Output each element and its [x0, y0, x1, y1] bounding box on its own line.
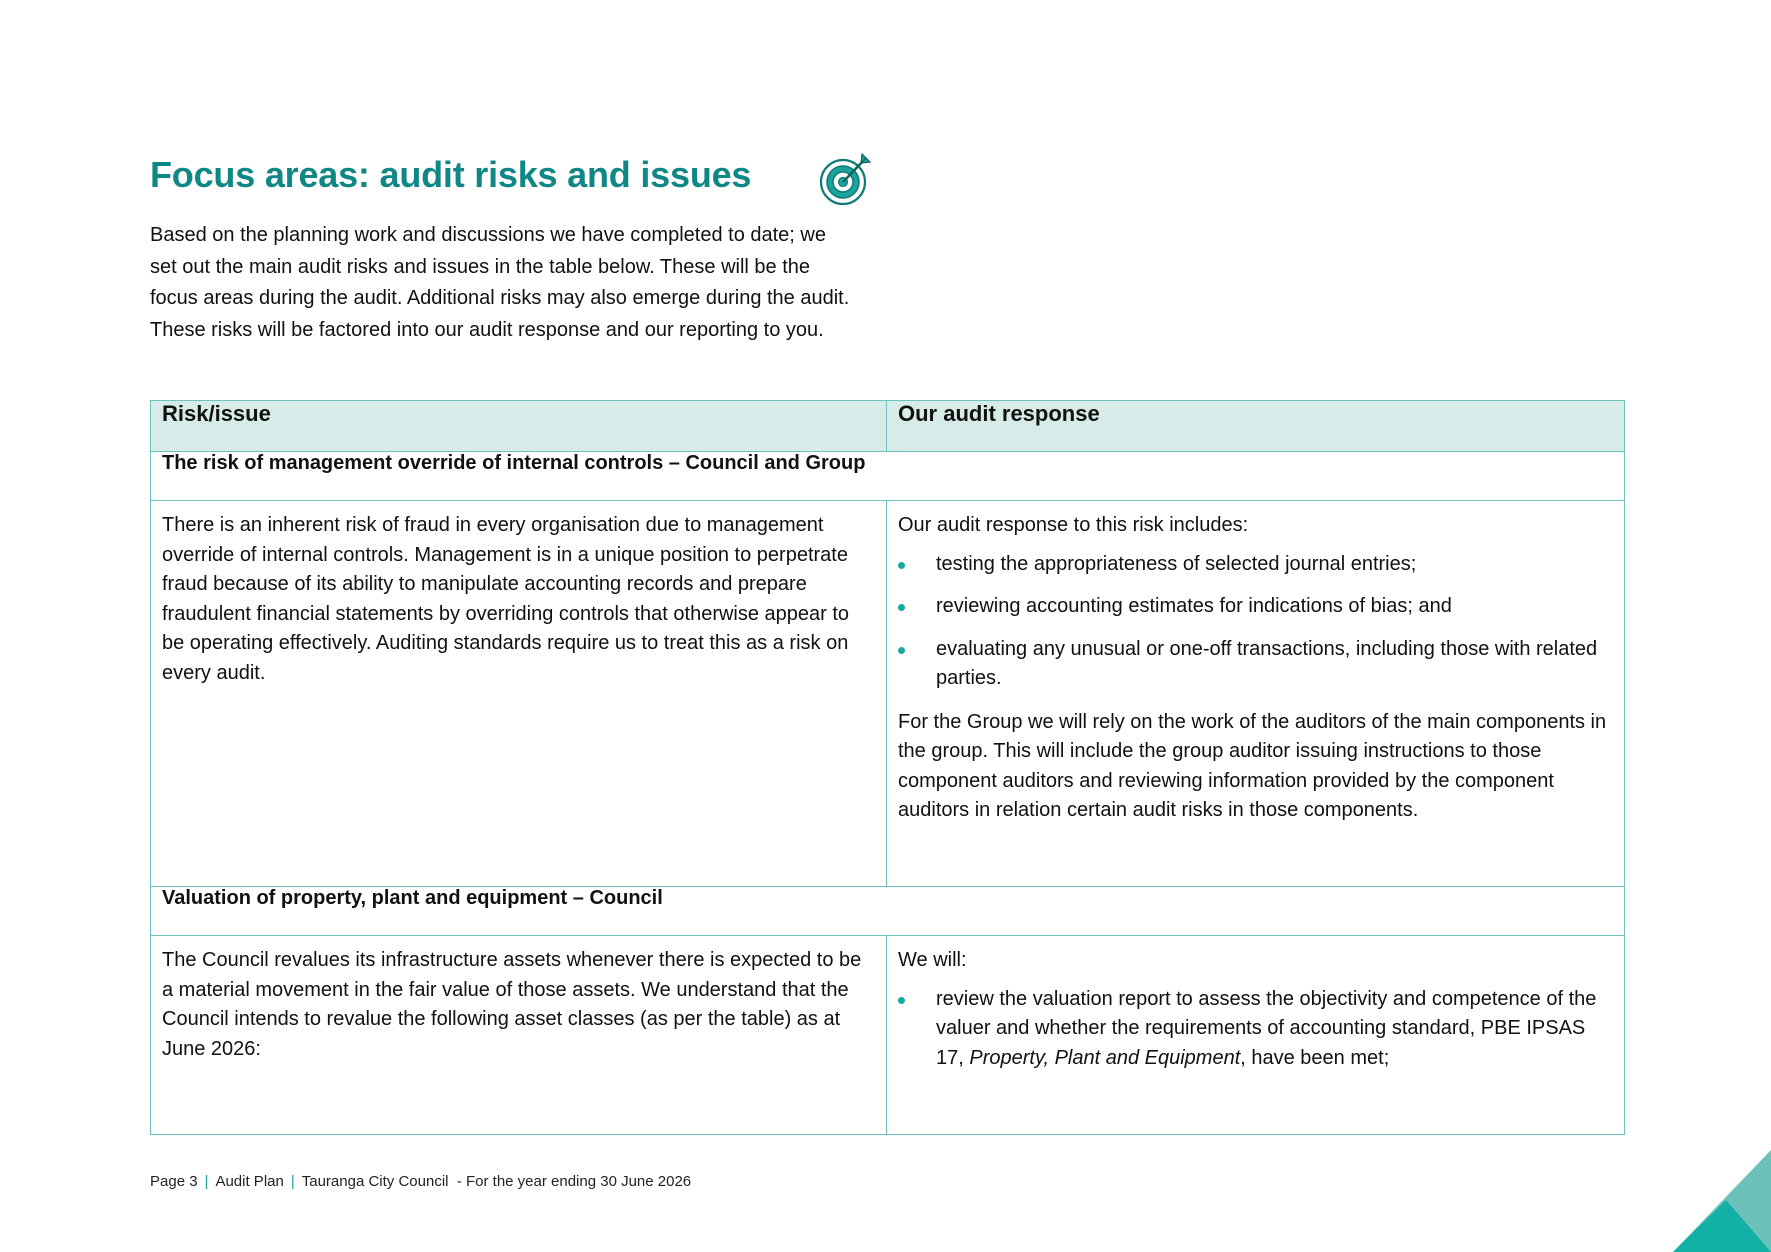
section-title-row: [151, 887, 1625, 936]
risk-text: There is an inherent risk of fraud in every organisation due to management override of internal controls. Management is in a unique position to perpetrate fraud because of its ability to manipulate accounting records and prepare fraudulent financial statements by overriding controls that otherwise appear to be operating effectively. Auditing standards require us to treat this as a risk on every audit.: [162, 514, 850, 684]
section-title-row: [151, 452, 1625, 501]
document-name: Audit Plan: [215, 1173, 284, 1190]
risk-cell: [151, 936, 887, 1135]
bullet-text: review the valuation report to assess the objectivity and competence of the valuer and whether the requirements of accounting standard, PBE IPSAS 17,: [936, 987, 1597, 1069]
bullet-icon: [898, 997, 905, 1004]
list-item: [898, 985, 1613, 1074]
response-bullet-list: [898, 550, 1613, 694]
bullet-icon: [898, 562, 905, 569]
bullet-icon: [898, 604, 905, 611]
standard-name: Property, Plant and Equipment: [969, 1046, 1241, 1069]
organisation-name: Tauranga City Council - For the year ending 30 June 2026: [301, 1173, 692, 1190]
section-title: The risk of management override of internal controls – Council and Group: [151, 452, 1625, 501]
page-title: Focus areas: audit risks and issues: [150, 154, 752, 195]
table-row: [151, 501, 1625, 887]
response-intro: We will:: [898, 949, 967, 971]
title-row: [150, 150, 880, 210]
response-bullet-list: [898, 985, 1613, 1074]
risk-table: [150, 400, 1625, 1135]
target-icon: [815, 150, 875, 208]
list-item: [898, 635, 1613, 694]
list-item: [898, 550, 1613, 580]
response-intro: Our audit response to this risk includes:: [898, 514, 1249, 536]
risk-text: The Council revalues its infrastructure assets whenever there is expected to be a material movement in the fair value of those assets. We understand that the Council intends to revalue the following asset classes (as per the table) as at June 2026:: [162, 949, 862, 1060]
section-title: Valuation of property, plant and equipment – Council: [151, 887, 1625, 936]
intro-paragraph: Based on the planning work and discussions we have completed to date; we set out the main audit risks and issues in the table below. These will be the focus areas during the audit. Additional risks may also emerge during the audit. These risks will be factored into our audit response and our reporting to you.: [150, 224, 850, 341]
page-footer: [150, 1173, 691, 1190]
bullet-text: reviewing accounting estimates for indications of bias; and: [936, 595, 1452, 617]
response-group-text: For the Group we will rely on the work of the auditors of the main components in the group. This will include the group auditor issuing instructions to those component auditors and reviewing information provided by the component auditors in relation certain audit risks in those components.: [898, 710, 1607, 821]
column-header-risk: Risk/issue: [151, 401, 887, 452]
column-header-response: Our audit response: [887, 401, 1625, 452]
footer-separator: |: [204, 1173, 209, 1190]
bullet-icon: [898, 647, 905, 654]
response-cell: [887, 501, 1625, 887]
corner-triangle-decoration: [1671, 1150, 1771, 1252]
page-number: Page 3: [150, 1173, 198, 1190]
footer-separator: |: [290, 1173, 295, 1190]
risk-cell: [151, 501, 887, 887]
response-cell: [887, 936, 1625, 1135]
list-item: [898, 592, 1613, 622]
bullet-text: evaluating any unusual or one-off transactions, including those with related parties.: [936, 637, 1598, 689]
table-header-row: [151, 401, 1625, 452]
bullet-text: testing the appropriateness of selected journal entries;: [936, 552, 1417, 575]
bullet-text-end: , have been met;: [1240, 1046, 1390, 1069]
table-row: [151, 936, 1625, 1135]
